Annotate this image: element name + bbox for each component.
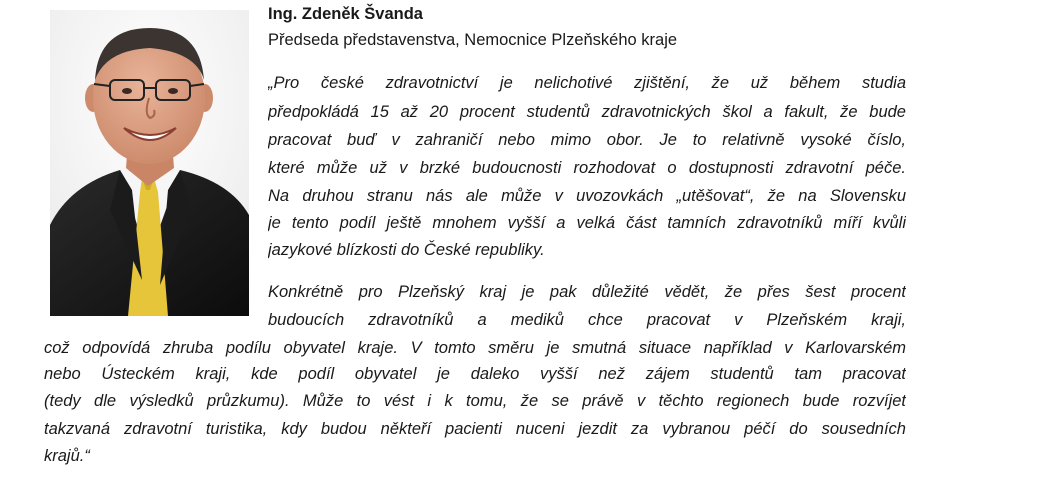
quote-line: které může už v brzké budoucnosti rozhodovat o dostupnosti zdravotní péče.: [268, 159, 906, 177]
quote-line: nebo Ústeckém kraji, kde podíl obyvatel je daleko vyšší než zájem studentů tam pracovat: [44, 365, 906, 383]
quote-line: „Pro české zdravotnictví je nelichotivé zjištění, že už během studia: [268, 74, 906, 92]
quote-line: je tento podíl ještě mnohem vyšší a velká část tamních zdravotníků míří kvůli: [268, 214, 906, 232]
quote-line: krajů.“: [44, 447, 90, 465]
quote-line: (tedy dle výsledků průzkumu). Může to vést i k tomu, že se právě v těchto regionech bude rozvíjet: [44, 392, 906, 410]
person-role: Předseda představenstva, Nemocnice Plzeňského kraje: [268, 31, 678, 49]
quote-line: předpokládá 15 až 20 procent studentů zdravotnických škol a fakult, že bude: [268, 103, 906, 121]
person-name: Ing. Zdeněk Švanda: [268, 5, 423, 23]
portrait-photo: [50, 10, 249, 316]
quote-line: jazykové blízkosti do České republiky.: [268, 241, 545, 259]
quote-line: což odpovídá zhruba podílu obyvatel kraje. V tomto směru je smutná situace například v Karlovarském: [44, 339, 906, 357]
quote-line: budoucích zdravotníků a mediků chce pracovat v Plzeňském kraji,: [268, 311, 906, 329]
quote-line: Konkrétně pro Plzeňský kraj je pak důležité vědět, že přes šest procent: [268, 283, 906, 301]
quote-line: pracovat buď v zahraničí nebo mimo obor. Je to relativně vysoké číslo,: [268, 131, 906, 149]
quote-line: Na druhou stranu nás ale může v uvozovkách „utěšovat“, že na Slovensku: [268, 187, 906, 205]
quote-line: takzvaná zdravotní turistika, kdy budou někteří pacienti nuceni jezdit za vybranou péčí do sousedních: [44, 420, 906, 438]
